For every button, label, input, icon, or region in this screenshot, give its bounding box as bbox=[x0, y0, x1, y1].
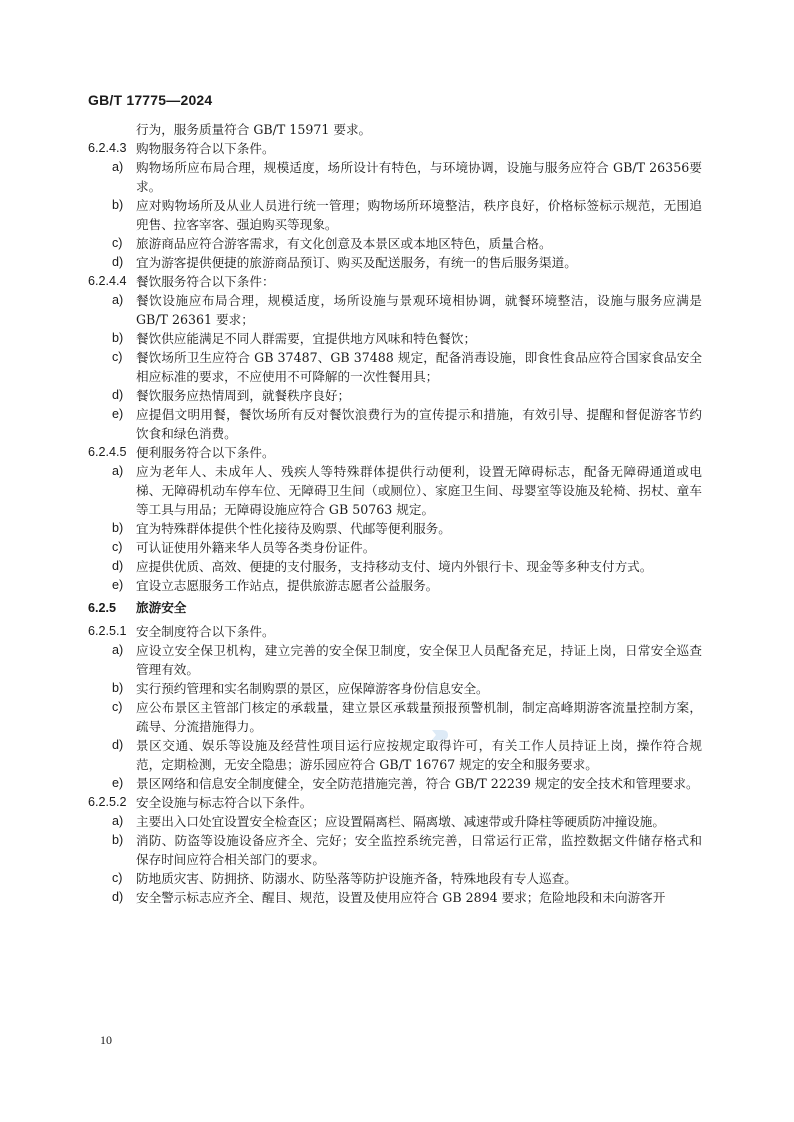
item-label: b) bbox=[112, 198, 124, 212]
list-item bbox=[88, 812, 702, 831]
list-item bbox=[88, 348, 702, 386]
item-text: 餐饮设施应布局合理，规模适度，场所设施与景观环境相协调，就餐环境整洁，设施与服务应满是 GB/T 26361 要求； bbox=[136, 293, 702, 327]
item-text: 应提倡文明用餐，餐饮场所有反对餐饮浪费行为的宣传提示和措施，有效引导、提醒和督促游客节约饮食和绿色消费。 bbox=[136, 407, 702, 441]
item-text: 餐饮供应能满足不同人群需要，宜提供地方风味和特色餐饮； bbox=[136, 331, 477, 346]
clause-title: 购物服务符合以下条件。 bbox=[136, 141, 275, 156]
item-label: c) bbox=[112, 871, 123, 885]
item-label: b) bbox=[112, 833, 124, 847]
standard-code: GB/T 17775—2024 bbox=[88, 92, 213, 108]
item-text: 餐饮服务应热情周到，就餐秩序良好； bbox=[136, 388, 351, 403]
list-item bbox=[88, 736, 702, 774]
list-item bbox=[88, 869, 702, 888]
item-text: 可认证使用外籍来华人员等各类身份证件。 bbox=[136, 540, 376, 555]
item-text: 防地质灾害、防拥挤、防溺水、防坠落等防护设施齐备，特殊地段有专人巡查。 bbox=[136, 871, 577, 886]
list-item bbox=[88, 557, 702, 576]
clause-6-2-4-3 bbox=[88, 139, 702, 158]
item-text: 主要出入口处宜设置安全检查区；应设置隔离栏、隔离墩、减速带或升降柱等硬质防冲撞设施。 bbox=[136, 814, 665, 829]
item-label: d) bbox=[112, 890, 124, 904]
item-text: 旅游商品应符合游客需求，有文化创意及本景区或本地区特色，质量合格。 bbox=[136, 236, 552, 251]
document-body bbox=[88, 120, 702, 907]
item-text: 购物场所应布局合理，规模适度，场所设计有特色，与环境协调，设施与服务应符合 GB/T 26356要求。 bbox=[136, 160, 702, 194]
item-label: c) bbox=[112, 350, 123, 364]
clause-6-2-4-5 bbox=[88, 443, 702, 462]
list-item bbox=[88, 329, 702, 348]
section-heading-6-2-5 bbox=[88, 599, 702, 618]
watermark-logo-icon bbox=[430, 727, 452, 743]
list-item bbox=[88, 679, 702, 698]
clause-title: 便利服务符合以下条件。 bbox=[136, 445, 275, 460]
clause-number: 6.2.4.4 bbox=[88, 274, 127, 288]
item-text: 景区网络和信息安全制度健全，安全防范措施完善，符合 GB/T 22239 规定的安全技术和管理要求。 bbox=[136, 776, 699, 791]
list-item bbox=[88, 462, 702, 519]
section-number: 6.2.5 bbox=[88, 601, 117, 615]
list-item bbox=[88, 405, 702, 443]
item-text: 应为老年人、未成年人、残疾人等特殊群体提供行动便利，设置无障碍标志，配备无障碍通道或电梯、无障碍机动车停车位、无障碍卫生间（或厕位）、家庭卫生间、母婴室等设施及轮椅、拐杖、童车等工具与用品；无障碍设施应符合 GB 50763 规定。 bbox=[136, 464, 702, 517]
item-label: c) bbox=[112, 700, 123, 714]
item-label: e) bbox=[112, 407, 124, 421]
clause-title: 安全制度符合以下条件。 bbox=[136, 624, 275, 639]
item-label: b) bbox=[112, 521, 124, 535]
item-label: a) bbox=[112, 293, 124, 307]
page-number: 10 bbox=[100, 1033, 112, 1047]
item-text: 应对购物场所及从业人员进行统一管理；购物场所环境整洁，秩序良好，价格标签标示规范，无围追兜售、拉客宰客、强迫购买等现象。 bbox=[136, 198, 702, 232]
clause-number: 6.2.4.5 bbox=[88, 445, 127, 459]
item-label: c) bbox=[112, 540, 123, 554]
item-text: 应提供优质、高效、便捷的支付服务，支持移动支付、境内外银行卡、现金等多种支付方式。 bbox=[136, 559, 653, 574]
item-text: 餐饮场所卫生应符合 GB 37487、GB 37488 规定，配备消毒设施，即食性食品应符合国家食品安全相应标准的要求，不应使用不可降解的一次性餐用具； bbox=[136, 350, 702, 384]
list-item bbox=[88, 234, 702, 253]
continuation-text: 行为，服务质量符合 GB/T 15971 要求。 bbox=[136, 122, 372, 137]
item-text: 应公布景区主管部门核定的承载量，建立景区承载量预报预警机制，制定高峰期游客流量控制方案，疏导、分流措施得力。 bbox=[136, 700, 702, 734]
clause-6-2-4-4 bbox=[88, 272, 702, 291]
item-text: 宜为游客提供便捷的旅游商品预订、购买及配送服务，有统一的售后服务渠道。 bbox=[136, 255, 577, 270]
item-label: a) bbox=[112, 160, 124, 174]
item-text: 实行预约管理和实名制购票的景区，应保障游客身份信息安全。 bbox=[136, 681, 489, 696]
item-label: b) bbox=[112, 331, 124, 345]
continuation-line bbox=[88, 120, 702, 139]
item-text: 应设立安全保卫机构，建立完善的安全保卫制度，安全保卫人员配备充足，持证上岗，日常安全巡查管理有效。 bbox=[136, 643, 702, 677]
item-label: d) bbox=[112, 559, 124, 573]
clause-title: 安全设施与标志符合以下条件。 bbox=[136, 795, 313, 810]
clause-number: 6.2.4.3 bbox=[88, 141, 127, 155]
list-item bbox=[88, 386, 702, 405]
list-item bbox=[88, 538, 702, 557]
list-item bbox=[88, 831, 702, 869]
list-item bbox=[88, 158, 702, 196]
list-item bbox=[88, 519, 702, 538]
item-label: a) bbox=[112, 814, 124, 828]
list-item bbox=[88, 641, 702, 679]
item-text: 宜设立志愿服务工作站点，提供旅游志愿者公益服务。 bbox=[136, 578, 439, 593]
clause-6-2-5-2 bbox=[88, 793, 702, 812]
list-item bbox=[88, 774, 702, 793]
section-title: 旅游安全 bbox=[136, 601, 187, 615]
item-label: b) bbox=[112, 681, 124, 695]
list-item bbox=[88, 291, 702, 329]
item-label: d) bbox=[112, 388, 124, 402]
list-item bbox=[88, 196, 702, 234]
item-text: 景区交通、娱乐等设施及经营性项目运行应按规定取得许可，有关工作人员持证上岗，操作符合规范，定期检测，无安全隐患；游乐园应符合 GB/T 16767 规定的安全和服务要求。 bbox=[136, 738, 702, 772]
list-item bbox=[88, 888, 702, 907]
item-text: 消防、防盗等设施设备应齐全、完好；安全监控系统完善，日常运行正常，监控数据文件储存格式和保存时间应符合相关部门的要求。 bbox=[136, 833, 702, 867]
clause-6-2-5-1 bbox=[88, 622, 702, 641]
item-label: e) bbox=[112, 578, 124, 592]
item-label: d) bbox=[112, 255, 124, 269]
item-label: a) bbox=[112, 643, 124, 657]
item-label: d) bbox=[112, 738, 124, 752]
item-text: 安全警示标志应齐全、醒目、规范，设置及使用应符合 GB 2894 要求；危险地段和未向游客开 bbox=[136, 890, 666, 905]
item-label: c) bbox=[112, 236, 123, 250]
clause-title: 餐饮服务符合以下条件： bbox=[136, 274, 275, 289]
item-label: e) bbox=[112, 776, 124, 790]
list-item bbox=[88, 576, 702, 595]
list-item bbox=[88, 253, 702, 272]
clause-number: 6.2.5.1 bbox=[88, 624, 127, 638]
clause-number: 6.2.5.2 bbox=[88, 795, 127, 809]
item-text: 宜为特殊群体提供个性化接待及购票、代邮等便利服务。 bbox=[136, 521, 451, 536]
item-label: a) bbox=[112, 464, 124, 478]
list-item bbox=[88, 698, 702, 736]
